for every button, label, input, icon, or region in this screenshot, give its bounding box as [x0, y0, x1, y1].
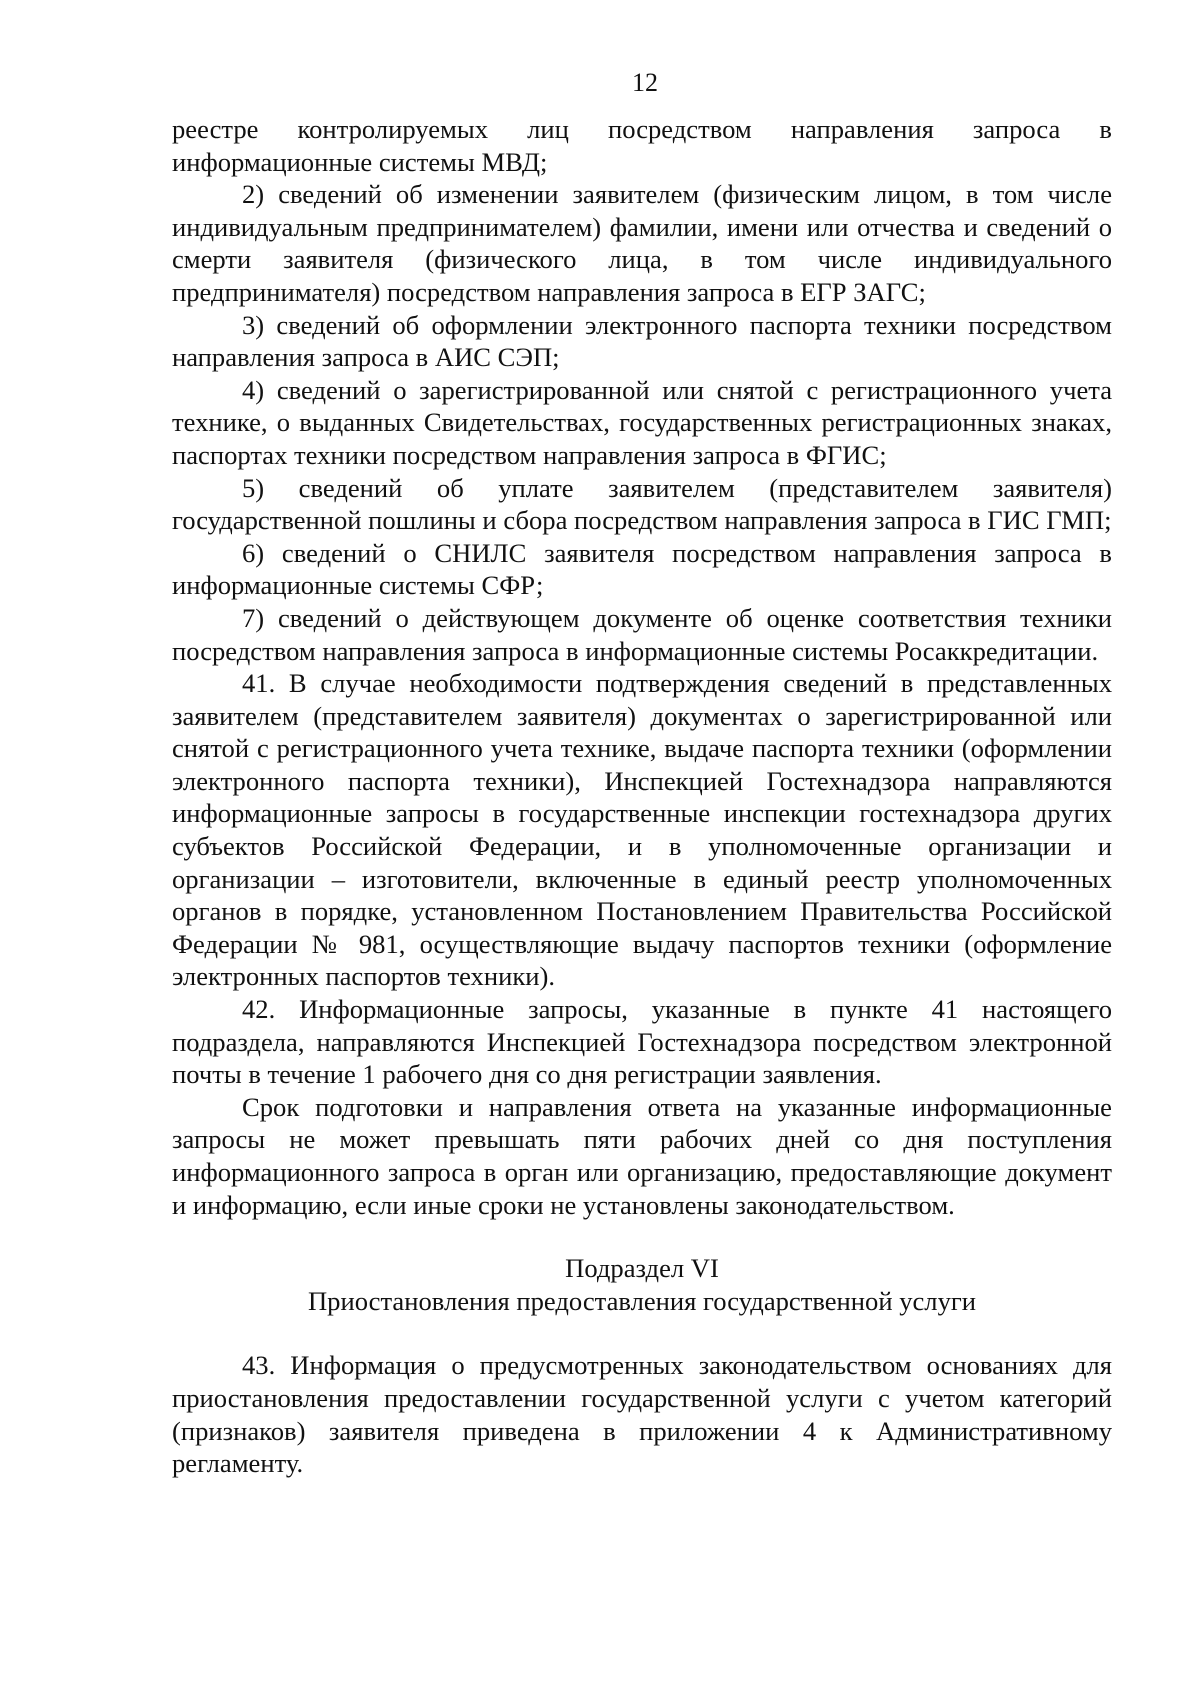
- spacer: [172, 1317, 1112, 1349]
- paragraph-response-deadline: Срок подготовки и направления ответа на указанные информационные запросы не может превышать пяти рабочих дней со дня поступления информационного запроса в орган или организацию, предоставляющие документ и информацию, если иные сроки не установлены законодательством.: [172, 1091, 1112, 1220]
- document-body: [172, 113, 1112, 1480]
- paragraph-item-4: 4) сведений о зарегистрированной или снятой с регистрационного учета технике, о выданных Свидетельствах, государственных регистрационных знаках, паспортах техники посредством направления запроса в ФГИС;: [172, 374, 1112, 470]
- section-title: Подраздел VI: [565, 1253, 719, 1284]
- page-number: 12: [632, 68, 658, 97]
- paragraph-41: 41. В случае необходимости подтверждения сведений в представленных заявителем (представителем заявителя) документах о зарегистрированной или снятой с регистрационного учета технике, выдаче паспорта техники (оформлении электронного паспорта техники), Инспекцией Гостехнадзора направляются информационные запросы в государственные инспекции гостехнадзора других субъектов Российской Федерации, и в уполномоченные организации и организации – изготовители, включенные в единый реестр уполномоченных органов в порядке, установленном Постановлением Правительства Российской Федерации № 981, осуществляющие выдачу паспортов техники (оформление электронных паспортов техники).: [172, 668, 1112, 992]
- paragraph-item-5: 5) сведений об уплате заявителем (представителем заявителя) государственной пошлины и сбора посредством направления запроса в ГИС ГМП;: [172, 472, 1112, 536]
- section-subtitle: Приостановления предоставления государственной услуги: [307, 1285, 977, 1316]
- paragraph-item-7: 7) сведений о действующем документе об оценке соответствия техники посредством направления запроса в информационные системы Росаккредитации.: [172, 602, 1112, 666]
- paragraph-item-3: 3) сведений об оформлении электронного паспорта техники посредством направления запроса в АИС СЭП;: [172, 309, 1112, 373]
- paragraph-item-2: 2) сведений об изменении заявителем (физическим лицом, в том числе индивидуальным предпринимателем) фамилии, имени или отчества и сведений о смерти заявителя (физического лица, в том числе индивидуального предпринимателя) посредством направления запроса в ЕГР ЗАГС;: [172, 179, 1112, 307]
- paragraph-43: 43. Информация о предусмотренных законодательством основаниях для приостановления предоставлении государственной услуги с учетом категорий (признаков) заявителя приведена в приложении 4 к Административному регламенту.: [172, 1350, 1112, 1479]
- paragraph-registry-continuation: реестре контролируемых лиц посредством направления запроса в информационные системы МВД;: [172, 114, 1112, 177]
- paragraph-item-6: 6) сведений о СНИЛС заявителя посредством направления запроса в информационные системы СФР;: [172, 537, 1112, 601]
- spacer: [172, 1221, 1112, 1252]
- paragraph-42: 42. Информационные запросы, указанные в пункте 41 настоящего подраздела, направляются Инспекцией Гостехнадзора посредством электронной почты в течение 1 рабочего дня со дня регистрации заявления.: [172, 994, 1112, 1090]
